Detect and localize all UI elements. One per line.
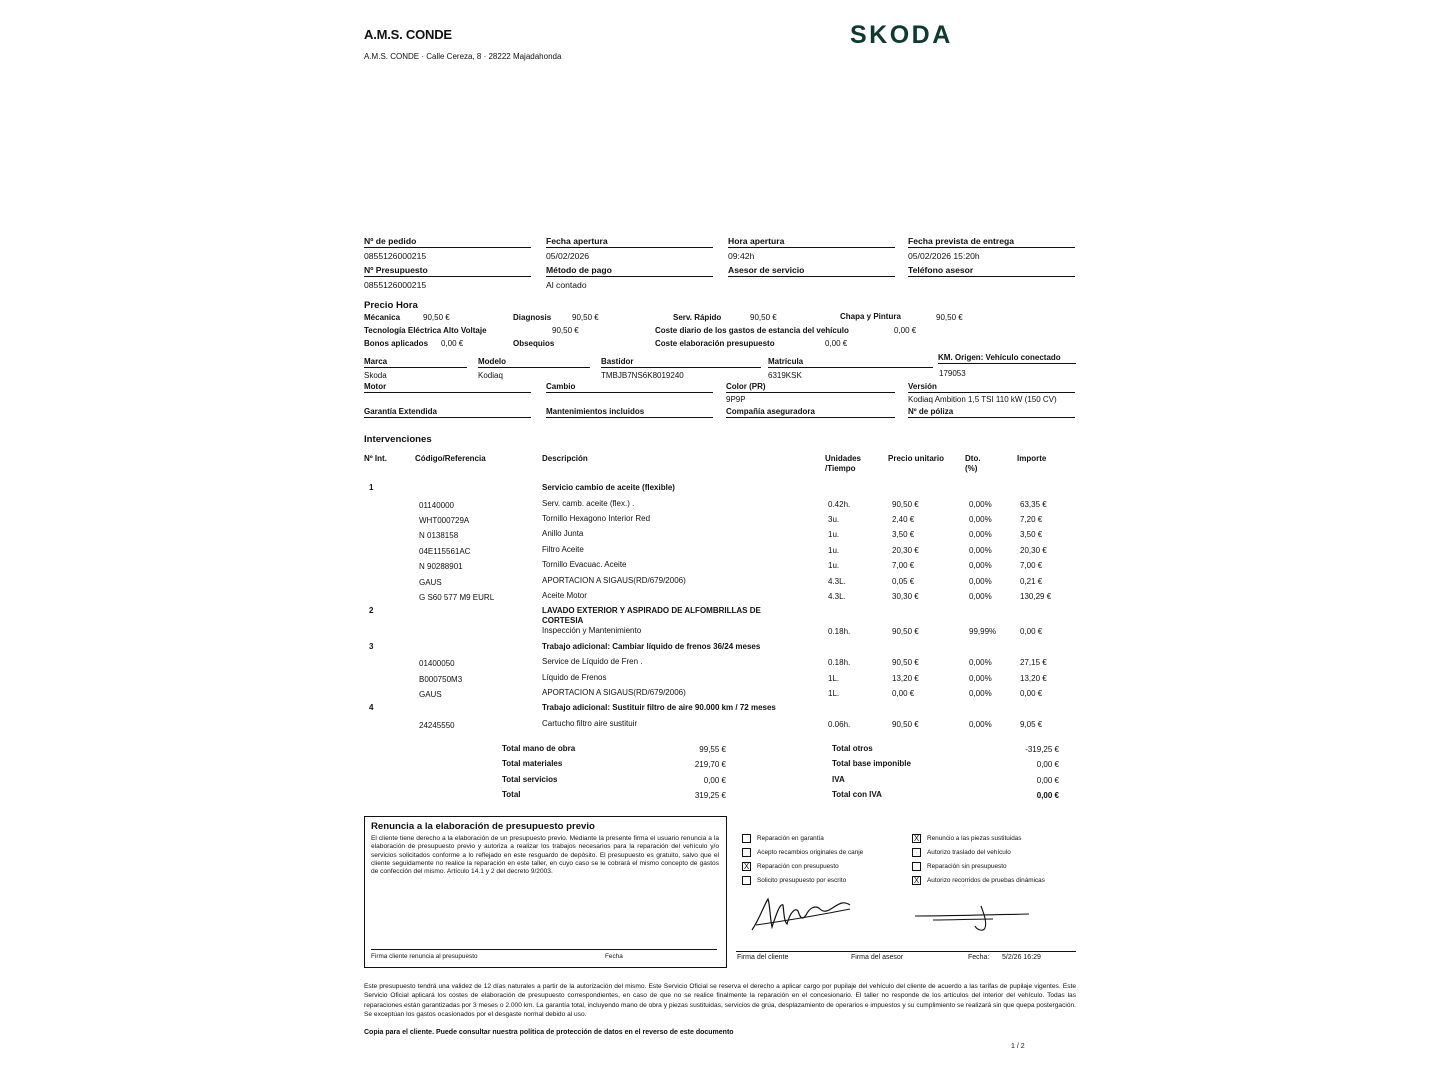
fecha-entrega-label: Fecha prevista de entrega xyxy=(908,236,1075,248)
total-left-label: Total servicios xyxy=(502,775,558,784)
obsequios-label: Obsequios xyxy=(513,339,555,348)
checkbox-right-0[interactable]: X xyxy=(913,834,920,843)
item-importe: 130,29 € xyxy=(1020,591,1052,601)
total-right-label: Total otros xyxy=(832,744,873,753)
item-dto: 0,00% xyxy=(969,591,992,601)
renuncia-title: Renuncia a la elaboración de presupuesto previo xyxy=(371,821,595,832)
item-descripcion: Serv. camb. aceite (flex.) . xyxy=(542,498,635,508)
item-unidades: 1u. xyxy=(828,561,840,571)
item-descripcion: Cartucho filtro aire sustituir xyxy=(542,718,638,728)
item-descripcion: Aceite Motor xyxy=(542,590,587,600)
col-precio: Precio unitario xyxy=(888,454,945,463)
item-descripcion: Tornillo Hexagono Interior Red xyxy=(542,513,651,523)
mantenimientos-label: Mantenimientos incluidos xyxy=(546,407,713,418)
item-importe: 7,20 € xyxy=(1020,514,1043,524)
item-codigo: GAUS xyxy=(419,690,442,699)
item-descripcion: Inspección y Mantenimiento xyxy=(542,626,642,636)
total-right-label: Total con IVA xyxy=(832,790,882,799)
item-unidades: 0.18h. xyxy=(828,627,851,637)
item-codigo: WHT000729A xyxy=(419,515,470,525)
col-importe: Importe xyxy=(1017,454,1047,463)
fecha-apertura-label: Fecha apertura xyxy=(546,236,713,248)
item-precio: 2,40 € xyxy=(892,514,915,524)
fecha-apertura-value: 05/02/2026 xyxy=(546,251,590,261)
item-unidades: 0.18h. xyxy=(828,658,851,668)
bastidor-value: TMBJB7NS6K8019240 xyxy=(601,371,684,380)
intervention-number: 2 xyxy=(369,606,374,616)
total-right-label: Total base imponible xyxy=(832,759,911,768)
item-dto: 99,99% xyxy=(969,627,997,637)
color-label: Color (PR) xyxy=(726,382,895,393)
metodo-pago-value: Al contado xyxy=(546,280,587,290)
chapa-value: 90,50 € xyxy=(936,313,963,322)
firma-asesor-label: Firma del asesor xyxy=(851,954,904,961)
intervention-number: 1 xyxy=(369,483,374,492)
hora-apertura-label: Hora apertura xyxy=(728,236,895,248)
item-descripcion: Líquido de Frenos xyxy=(542,672,607,682)
col-dto-2: (%) xyxy=(965,464,978,473)
checkbox-label: Autorizo recorridos de pruebas dinámicas xyxy=(927,877,1045,884)
version-value: Kodiaq Ambition 1,5 TSI 110 kW (150 CV) xyxy=(908,395,1057,404)
total-left-value: 99,55 € xyxy=(699,745,726,754)
pedido-label: Nº de pedido xyxy=(364,236,531,248)
item-precio: 90,50 € xyxy=(892,499,919,509)
item-dto: 0,00% xyxy=(969,514,992,524)
rapido-label: Serv. Rápido xyxy=(673,313,722,322)
motor-label: Motor xyxy=(364,382,531,393)
checkbox-left-0[interactable] xyxy=(742,834,751,843)
item-descripcion: Filtro Aceite xyxy=(542,544,584,554)
total-left-label: Total mano de obra xyxy=(502,744,576,753)
checkbox-label: Reparación sin presupuesto xyxy=(927,863,1007,870)
skoda-logo xyxy=(850,21,978,47)
precio-hora-title: Precio Hora xyxy=(364,300,418,311)
item-precio: 90,50 € xyxy=(892,658,919,668)
presupuesto-label: Nº Presupuesto xyxy=(364,265,531,277)
firma-cliente-label: Firma del cliente xyxy=(737,954,789,961)
color-value: 9P9P xyxy=(726,395,746,404)
company-address: A.M.S. CONDE · Calle Cereza, 8 · 28222 Majadahonda xyxy=(364,52,562,61)
mecanica-label: Mécanica xyxy=(364,313,401,322)
item-unidades: 0.06h. xyxy=(828,719,851,729)
modelo-label: Modelo xyxy=(478,357,590,368)
checkbox-label: Reparación en garantía xyxy=(757,835,824,842)
item-importe: 9,05 € xyxy=(1020,719,1043,729)
item-unidades: 1L. xyxy=(828,673,840,683)
total-left-value: 219,70 € xyxy=(694,760,726,769)
checkbox-label: Autorizo traslado del vehículo xyxy=(927,849,1011,856)
item-dto: 0,00% xyxy=(969,545,992,555)
item-importe: 0,21 € xyxy=(1020,576,1043,586)
marca-value: Skoda xyxy=(364,371,387,380)
item-dto: 0,00% xyxy=(969,530,992,540)
item-descripcion: Service de Líquido de Fren . xyxy=(542,657,643,667)
total-right-value: 0,00 € xyxy=(1036,760,1059,769)
item-dto: 0,00% xyxy=(969,658,992,668)
item-codigo: N 0138158 xyxy=(419,531,459,541)
item-precio: 20,30 € xyxy=(892,545,919,555)
tecnologia-label: Tecnología Eléctrica Alto Voltaje xyxy=(364,326,487,335)
item-codigo: N 90288901 xyxy=(419,562,463,572)
advisor-signature xyxy=(913,902,1033,932)
total-right-value: 0,00 € xyxy=(1036,791,1059,800)
col-descripcion: Descripción xyxy=(542,454,588,463)
fecha-value: 5/2/26 16:29 xyxy=(1002,954,1041,961)
item-unidades: 0.42h. xyxy=(828,499,851,509)
coste-elab-label: Coste elaboración presupuesto xyxy=(655,339,775,348)
col-codigo: Código/Referencia xyxy=(415,454,486,463)
pedido-value: 0855126000215 xyxy=(364,251,427,261)
total-right-label: IVA xyxy=(832,775,845,784)
skoda-logo-text: SKODA xyxy=(850,21,953,47)
item-importe: 63,35 € xyxy=(1020,499,1047,509)
bastidor-label: Bastidor xyxy=(601,357,761,368)
item-descripcion: APORTACION A SIGAUS(RD/679/2006) xyxy=(542,688,686,697)
renuncia-text: El cliente tiene derecho a la elaboración de un presupuesto previo. Mediante la presente firma el usuario renuncia a la elaboración de presupuesto previo y autoriza a realizar los trabajos necesarios para la reparación del vehículo y/o servicios solicitados conforme a lo reflejado en este resguardo de depósito. El presupuesto es gratuito, salvo que el cliente seguidamente no realice la reparación en este taller, en cuyo caso se le cobrará el mismo concepto de gastos de confección del mismo. Artículo 14.1 y 2 del decreto 9/2003. xyxy=(371,835,719,876)
item-dto: 0,00% xyxy=(969,719,992,729)
intervention-title-cont: CORTESIA xyxy=(542,616,584,626)
intervention-title: LAVADO EXTERIOR Y ASPIRADO DE ALFOMBRILLAS DE xyxy=(542,606,761,616)
total-left-label: Total materiales xyxy=(502,759,563,768)
total-left-value: 319,25 € xyxy=(694,791,726,800)
telefono-label: Teléfono asesor xyxy=(908,265,1075,277)
km-value: 179053 xyxy=(939,369,966,378)
item-codigo: B000750M3 xyxy=(419,674,463,684)
checkbox-left-2[interactable]: X xyxy=(743,862,750,871)
item-importe: 0,00 € xyxy=(1020,627,1043,637)
item-descripcion: Tornillo Evacuac. Aceite xyxy=(542,560,627,570)
item-dto: 0,00% xyxy=(969,561,992,571)
km-label: KM. Origen: Vehículo conectado xyxy=(938,353,1076,364)
item-unidades: 4.3L. xyxy=(828,591,846,601)
matricula-label: Matrícula xyxy=(768,357,933,368)
item-descripcion: Anillo Junta xyxy=(542,529,584,539)
interventions-title: Intervenciones xyxy=(364,434,432,445)
col-unidades-2: /Tiempo xyxy=(825,464,856,473)
renuncia-firma-label: Firma cliente renuncia al presupuesto xyxy=(371,953,478,960)
renuncia-fecha-label: Fecha xyxy=(605,953,623,960)
checkbox-label: Reparación con presupuesto xyxy=(757,863,839,870)
checkbox-right-2[interactable] xyxy=(912,862,921,871)
col-dto: Dto. xyxy=(965,454,981,463)
document-page xyxy=(364,0,1076,1080)
intervention-title: Servicio cambio de aceite (flexible) xyxy=(542,483,675,492)
total-left-value: 0,00 € xyxy=(703,776,726,785)
item-importe: 13,20 € xyxy=(1020,673,1047,683)
item-unidades: 1u. xyxy=(828,545,840,555)
tecnologia-value: 90,50 € xyxy=(552,326,579,335)
item-precio: 3,50 € xyxy=(892,530,915,540)
item-precio: 0,00 € xyxy=(892,689,915,698)
item-precio: 90,50 € xyxy=(892,627,919,637)
renuncia-box xyxy=(364,816,727,968)
checkbox-label: Solicito presupuesto por escrito xyxy=(757,877,847,884)
total-left-label: Total xyxy=(502,790,521,799)
cambio-label: Cambio xyxy=(546,382,713,393)
bonos-value: 0,00 € xyxy=(441,339,464,348)
item-unidades: 4.3L. xyxy=(828,576,846,586)
total-right-value: -319,25 € xyxy=(1025,745,1059,754)
checkbox-label: Acepto recambios originales de canje xyxy=(757,849,864,856)
item-dto: 0,00% xyxy=(969,689,992,698)
item-dto: 0,00% xyxy=(969,576,992,586)
compania-label: Compañía aseguradora xyxy=(726,407,895,418)
coste-diario-label: Coste diario de los gastos de estancia del vehículo xyxy=(655,326,849,335)
marca-label: Marca xyxy=(364,357,467,368)
copia-note: Copia para el cliente. Puede consultar nuestra política de protección de datos en el reverso de este documento xyxy=(364,1029,734,1036)
chapa-label: Chapa y Pintura xyxy=(840,312,901,321)
item-codigo: G S60 577 M9 EURL xyxy=(419,592,495,602)
item-codigo: 01140000 xyxy=(419,500,454,510)
fecha-label: Fecha: xyxy=(968,954,990,961)
item-importe: 20,30 € xyxy=(1020,545,1047,555)
version-label: Versión xyxy=(908,382,1075,393)
intervention-title: Trabajo adicional: Sustituir filtro de aire 90.000 km / 72 meses xyxy=(542,703,776,713)
checkbox-label: Renuncio a las piezas sustituidas xyxy=(927,835,1022,842)
item-descripcion: APORTACION A SIGAUS(RD/679/2006) xyxy=(542,575,686,585)
rapido-value: 90,50 € xyxy=(750,313,777,322)
item-precio: 90,50 € xyxy=(892,719,919,729)
item-importe: 27,15 € xyxy=(1020,658,1047,668)
item-codigo: 04E115561AC xyxy=(419,546,471,556)
garantia-label: Garantía Extendida xyxy=(364,407,531,418)
mecanica-value: 90,50 € xyxy=(423,313,450,322)
item-importe: 3,50 € xyxy=(1020,530,1043,540)
checkbox-right-1[interactable] xyxy=(912,848,921,857)
item-precio: 7,00 € xyxy=(892,561,915,571)
item-codigo: GAUS xyxy=(419,577,442,587)
diagnosis-value: 90,50 € xyxy=(572,313,599,322)
item-codigo: 01400050 xyxy=(419,659,455,669)
item-unidades: 3u. xyxy=(828,514,840,524)
presupuesto-value: 0855126000215 xyxy=(364,280,427,290)
item-dto: 0,00% xyxy=(969,673,992,683)
matricula-value: 6319KSK xyxy=(768,371,802,380)
total-right-value: 0,00 € xyxy=(1036,776,1059,785)
legal-footer: Este presupuesto tendrá una validez de 12 días naturales a partir de la autorización del mismo. Este Servicio Oficial se reserva el derecho a aplicar cargo por pupilaje del vehículo del cliente de acuerdo a las tarifas de pupilaje vigentes. Este Servicio Oficial aplicará los costes de elaboración de presupuesto correspondientes, en caso de que no se realice finalmente la reparación en el concesionario. El taller no responde de los artículos del interior del vehículo. Todas las reparaciones están garantizadas por 3 meses o 2.000 km. La garantía total, incluyendo mano de obra y piezas sustituidas, servicios de grúa, desplazamiento de operarios e impuestos y su cumplimiento se realizará sin que quepa postergación. Se exceptúan los gastos ocasionados por el desgaste normal debido al uso. xyxy=(364,983,1076,1018)
item-precio: 30,30 € xyxy=(892,591,919,601)
hora-apertura-value: 09:42h xyxy=(728,251,755,261)
client-signature xyxy=(750,893,856,933)
item-unidades: 1u. xyxy=(828,530,840,540)
diagnosis-label: Diagnosis xyxy=(513,313,552,322)
company-name: A.M.S. CONDE xyxy=(364,27,452,42)
page-number: 1 / 2 xyxy=(1011,1043,1025,1050)
renuncia-signature-line xyxy=(371,949,717,950)
checkbox-right-3[interactable]: X xyxy=(913,876,920,885)
intervention-number: 3 xyxy=(369,641,374,651)
intervention-title: Trabajo adicional: Cambiar líquido de frenos 36/24 meses xyxy=(542,641,761,651)
item-importe: 0,00 € xyxy=(1020,689,1043,698)
poliza-label: Nº de póliza xyxy=(908,407,1075,418)
item-unidades: 1L. xyxy=(828,689,840,698)
checkbox-left-3[interactable] xyxy=(742,876,751,885)
metodo-pago-label: Método de pago xyxy=(546,265,713,277)
intervention-number: 4 xyxy=(369,703,374,713)
bonos-label: Bonos aplicados xyxy=(364,339,429,348)
item-precio: 0,05 € xyxy=(892,576,915,586)
asesor-label: Asesor de servicio xyxy=(728,265,895,277)
signatures-line xyxy=(736,951,1076,952)
col-unidades: Unidades xyxy=(825,454,862,463)
item-precio: 13,20 € xyxy=(892,673,919,683)
item-importe: 7,00 € xyxy=(1020,561,1043,571)
coste-diario-value: 0,00 € xyxy=(894,326,917,335)
col-num: Nº Int. xyxy=(364,454,387,463)
item-codigo: 24245550 xyxy=(419,720,455,730)
coste-elab-value: 0,00 € xyxy=(825,339,848,348)
checkbox-left-1[interactable] xyxy=(742,848,751,857)
fecha-entrega-value: 05/02/2026 15:20h xyxy=(908,251,980,261)
item-dto: 0,00% xyxy=(969,499,992,509)
modelo-value: Kodiaq xyxy=(478,371,503,380)
